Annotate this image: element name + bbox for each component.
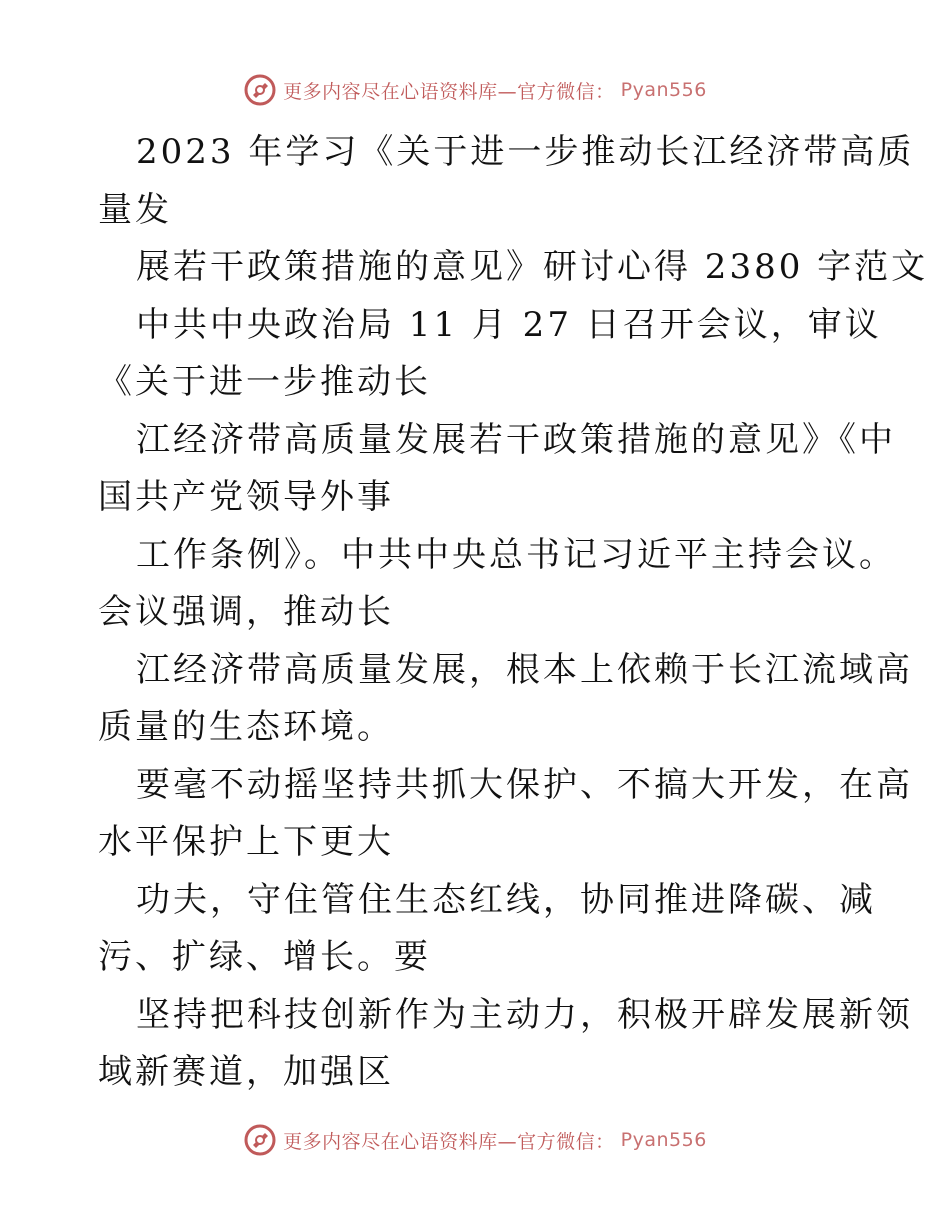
text-line: 江经济带高质量发展若干政策措施的意见》《中 — [136, 419, 896, 460]
text-line: 展若干政策措施的意见》研讨心得 2380 字范文 — [136, 247, 929, 287]
document-body — [98, 124, 929, 1102]
text-line: 量发 — [98, 189, 172, 230]
text-line: 中共中央政治局 11 月 27 日召开会议，审议 — [136, 304, 882, 345]
text-line: 江经济带高质量发展，根本上依赖于长江流域高 — [136, 649, 913, 690]
footer-watermark — [0, 1120, 950, 1160]
text-line: 坚持把科技创新作为主动力，积极开辟发展新领 — [136, 994, 913, 1035]
text-line: 2023 年学习《关于进一步推动长江经济带高质 — [136, 132, 915, 172]
logo-icon — [243, 1123, 277, 1157]
text-line: 国共产党领导外事 — [98, 477, 394, 517]
watermark-text: 更多内容尽在心语资料库—官方微信： — [283, 80, 615, 103]
text-line: 会议强调，推动长 — [98, 592, 394, 632]
header-watermark — [0, 70, 950, 110]
text-line: 质量的生态环境。 — [98, 707, 394, 747]
text-line: 《关于进一步推动长 — [98, 362, 431, 402]
watermark-wechat-id: Pyan556 — [620, 79, 707, 101]
watermark-wechat-id: Pyan556 — [620, 1129, 707, 1151]
watermark-text: 更多内容尽在心语资料库—官方微信： — [283, 1130, 615, 1153]
text-line: 水平保护上下更大 — [98, 822, 394, 862]
text-line: 要毫不动摇坚持共抓大保护、不搞大开发，在高 — [136, 764, 913, 805]
logo-icon — [243, 73, 277, 107]
text-line: 功夫，守住管住生态红线，协同推进降碳、减 — [136, 879, 876, 920]
text-line: 工作条例》。中共中央总书记习近平主持会议。 — [136, 534, 896, 575]
text-line: 域新赛道，加强区 — [98, 1052, 394, 1092]
text-line: 污、扩绿、增长。要 — [98, 937, 431, 977]
